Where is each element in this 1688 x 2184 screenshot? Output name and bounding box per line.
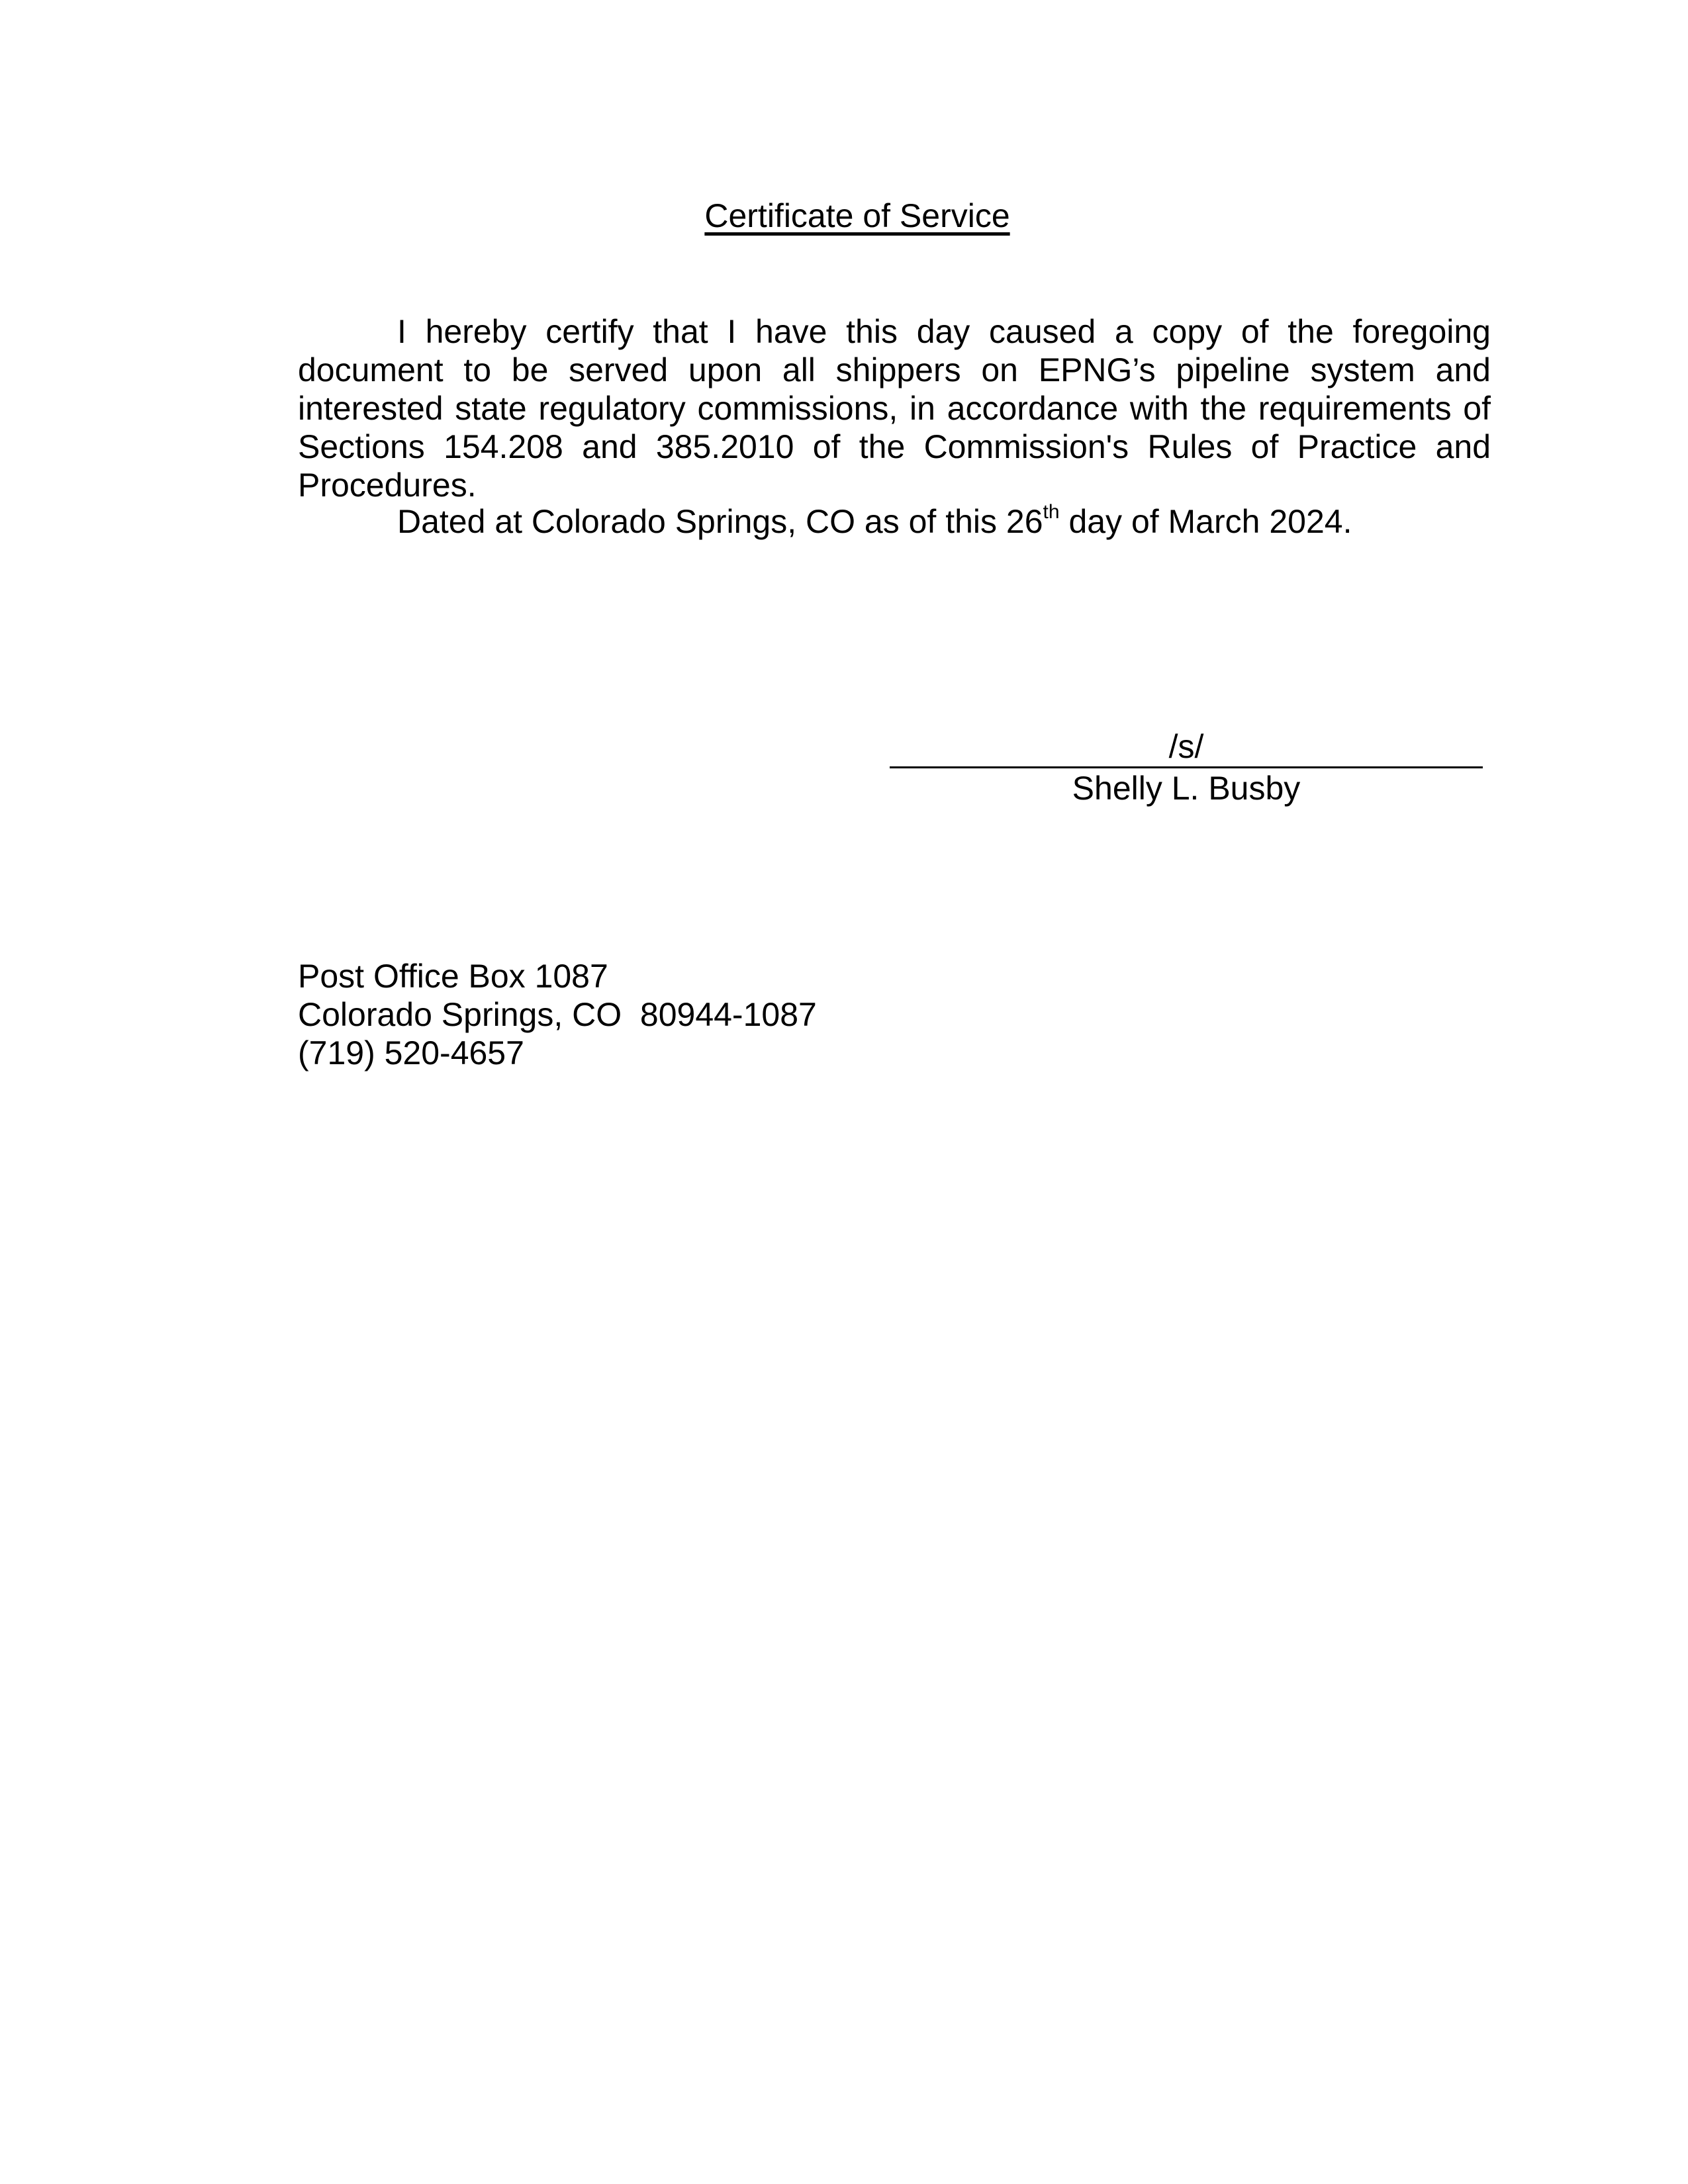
dated-suffix: day of March 2024. xyxy=(1059,503,1352,540)
address-line-po-box: Post Office Box 1087 xyxy=(298,958,608,995)
signature-line: /s/ xyxy=(890,727,1483,768)
address-line-phone: (719) 520-4657 xyxy=(298,1034,524,1071)
dated-prefix: Dated at Colorado Springs, CO as of this 26 xyxy=(397,503,1043,540)
address-block xyxy=(298,957,817,1072)
document-title: Certificate of Service xyxy=(704,197,1010,234)
signature-block xyxy=(890,727,1483,808)
signer-name: Shelly L. Busby xyxy=(1072,770,1301,807)
dated-ordinal-suffix: th xyxy=(1043,501,1060,523)
dated-line xyxy=(397,502,1352,541)
certification-paragraph: I hereby certify that I have this day caused a copy of the foregoing document to be served upon all shippers on EPNG’s pipeline system and interested state regulatory commissions, in accordance with the requirements of Sections 154.208 and 385.2010 of the Commission's Rules of Practice and Procedures. xyxy=(298,313,1491,504)
address-line-city: Colorado Springs, CO 80944-1087 xyxy=(298,996,817,1033)
